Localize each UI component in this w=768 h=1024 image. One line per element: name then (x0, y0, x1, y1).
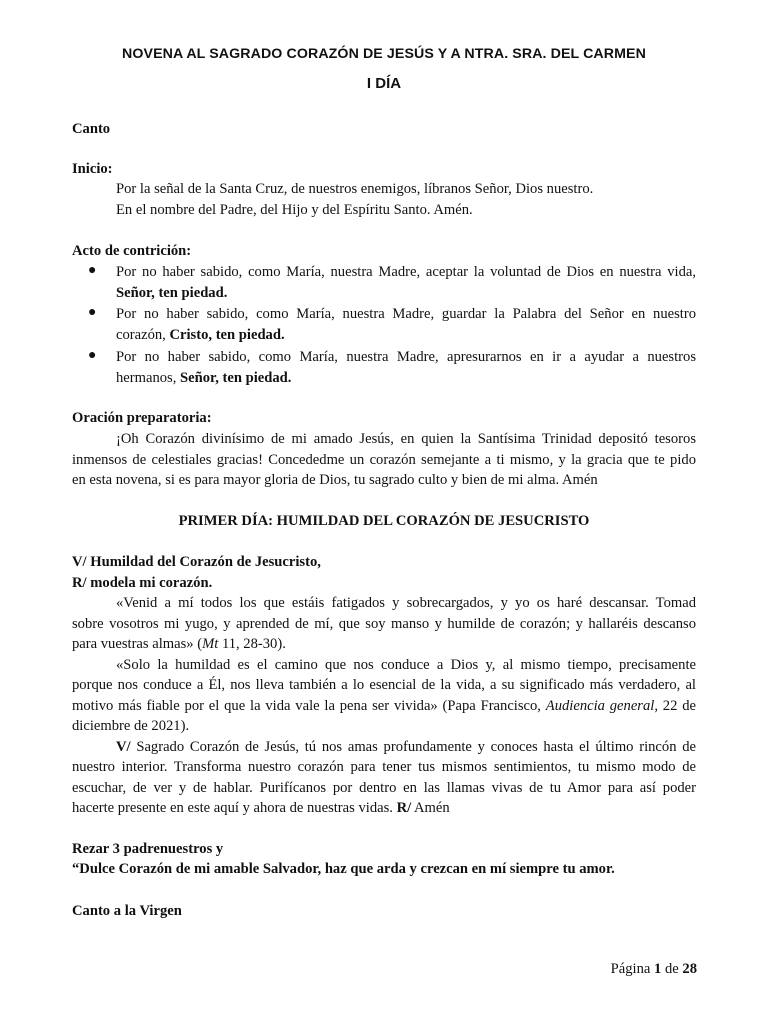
p2-line-1: «Solo la humildad es el camino que nos conduce a Dios y, al mismo tiempo, precisamente (116, 657, 696, 673)
oracion-line-3: en esta novena, si es para mayor gloria de Dios, tu sagrado culto y bien de mi alma. Amén (72, 472, 598, 488)
p1-line-2: sobre vosotros mi yugo, y aprended de mí, que soy manso y humilde de corazón; y hallaréis descanso (72, 616, 696, 632)
response: R/ modela mi corazón. (72, 575, 213, 591)
p3-line-4 (72, 798, 696, 819)
primer-dia-heading: PRIMER DÍA: HUMILDAD DEL CORAZÓN DE JESUCRISTO (178, 513, 590, 529)
inicio-line-1: Por la señal de la Santa Cruz, de nuestros enemigos, líbranos Señor, Dios nuestro. (116, 181, 594, 197)
total-pages: 28 (682, 961, 697, 977)
p3-versicle-mark: V/ (116, 739, 131, 755)
contricion-item-3-response: Señor, ten piedad. (180, 370, 292, 386)
p2-line-4: diciembre de 2021). (72, 718, 190, 734)
jaculatoria: “Dulce Corazón de mi amable Salvador, haz que arda y crezcan en mí siempre tu amor. (72, 861, 615, 877)
contricion-item-2-text: corazón, (116, 327, 170, 343)
versicle: V/ Humildad del Corazón de Jesucristo, (72, 554, 321, 570)
p2-line-3 (72, 696, 696, 717)
canto-heading: Canto (72, 121, 111, 137)
p2-text: motivo más fiable por el que la vida vale la pena ser vivida» (Papa Francisco, (72, 698, 546, 714)
p2-date: , 22 de (654, 698, 696, 714)
p1-text: para vuestras almas» ( (72, 636, 203, 652)
p3-text-end: hacerte presente en este aquí y ahora de nuestras vidas. (72, 800, 397, 816)
page-label: Página (610, 961, 655, 977)
current-page: 1 (654, 961, 662, 977)
oracion-heading: Oración preparatoria: (72, 410, 212, 426)
p3-line-3: escuchar, de ver y de hablar. Purifícanos por dentro en las llamas vivas de tu Amor para así poder (72, 780, 696, 796)
bullet-icon: ● (88, 348, 97, 363)
contricion-item-1-response: Señor, ten piedad. (116, 285, 228, 301)
inicio-heading: Inicio: (72, 161, 113, 177)
p3-line-2: nuestro interior. Transforma nuestro corazón para tener tus mismos sentimientos, tu mismo modo de (72, 759, 696, 775)
contricion-heading: Acto de contrición: (72, 243, 192, 259)
contricion-item-2-response: Cristo, ten piedad. (169, 327, 285, 343)
p3-text: Sagrado Corazón de Jesús, tú nos amas profundamente y conoces hasta el último rincón de (130, 739, 696, 755)
p1-citation: Mt (202, 636, 219, 652)
p3-amen: Amén (411, 800, 450, 816)
oracion-line-1: ¡Oh Corazón divinísimo de mi amado Jesús, en quien la Santísima Trinidad depositó tesoros (116, 431, 696, 447)
p2-line-2: porque nos conduce a Él, nos lleva también a lo esencial de la vida, a su significado más verdadero, al (72, 677, 696, 693)
day-heading: I DÍA (366, 75, 402, 92)
p3-response-mark: R/ (396, 800, 412, 816)
page-number (611, 961, 697, 978)
contricion-item-3-text: hermanos, (116, 370, 181, 386)
inicio-line-2: En el nombre del Padre, del Hijo y del Espíritu Santo. Amén. (116, 202, 473, 218)
p2-citation: Audiencia general (545, 698, 655, 714)
p1-reference: 11, 28-30). (218, 636, 286, 652)
contricion-item-3-line-2 (116, 368, 696, 389)
p1-line-3 (72, 634, 696, 655)
p1-line-1: «Venid a mí todos los que estáis fatigados y sobrecargados, y yo os haré descansar. Tomad (116, 595, 696, 611)
canto-virgen-heading: Canto a la Virgen (72, 903, 182, 919)
rezar-instruction: Rezar 3 padrenuestros y (72, 841, 224, 857)
contricion-item-2-line-2 (116, 325, 696, 346)
oracion-line-2: inmensos de celestiales gracias! Concededme un corazón semejante a ti mismo, y la gracia que te pido (72, 452, 696, 468)
bullet-icon: ● (88, 305, 97, 320)
p3-line-1 (116, 737, 696, 758)
contricion-item-1-line-1: Por no haber sabido, como María, nuestra Madre, aceptar la voluntad de Dios en nuestra vida, (116, 264, 696, 280)
document-title: NOVENA AL SAGRADO CORAZÓN DE JESÚS Y A NTRA. SRA. DEL CARMEN (122, 46, 646, 62)
contricion-item-3-line-1: Por no haber sabido, como María, nuestra Madre, apresurarnos en ir a ayudar a nuestros (116, 349, 696, 365)
contricion-item-2-line-1: Por no haber sabido, como María, nuestra Madre, guardar la Palabra del Señor en nuestro (116, 306, 696, 322)
bullet-icon: ● (88, 263, 97, 278)
page-of: de (661, 961, 683, 977)
